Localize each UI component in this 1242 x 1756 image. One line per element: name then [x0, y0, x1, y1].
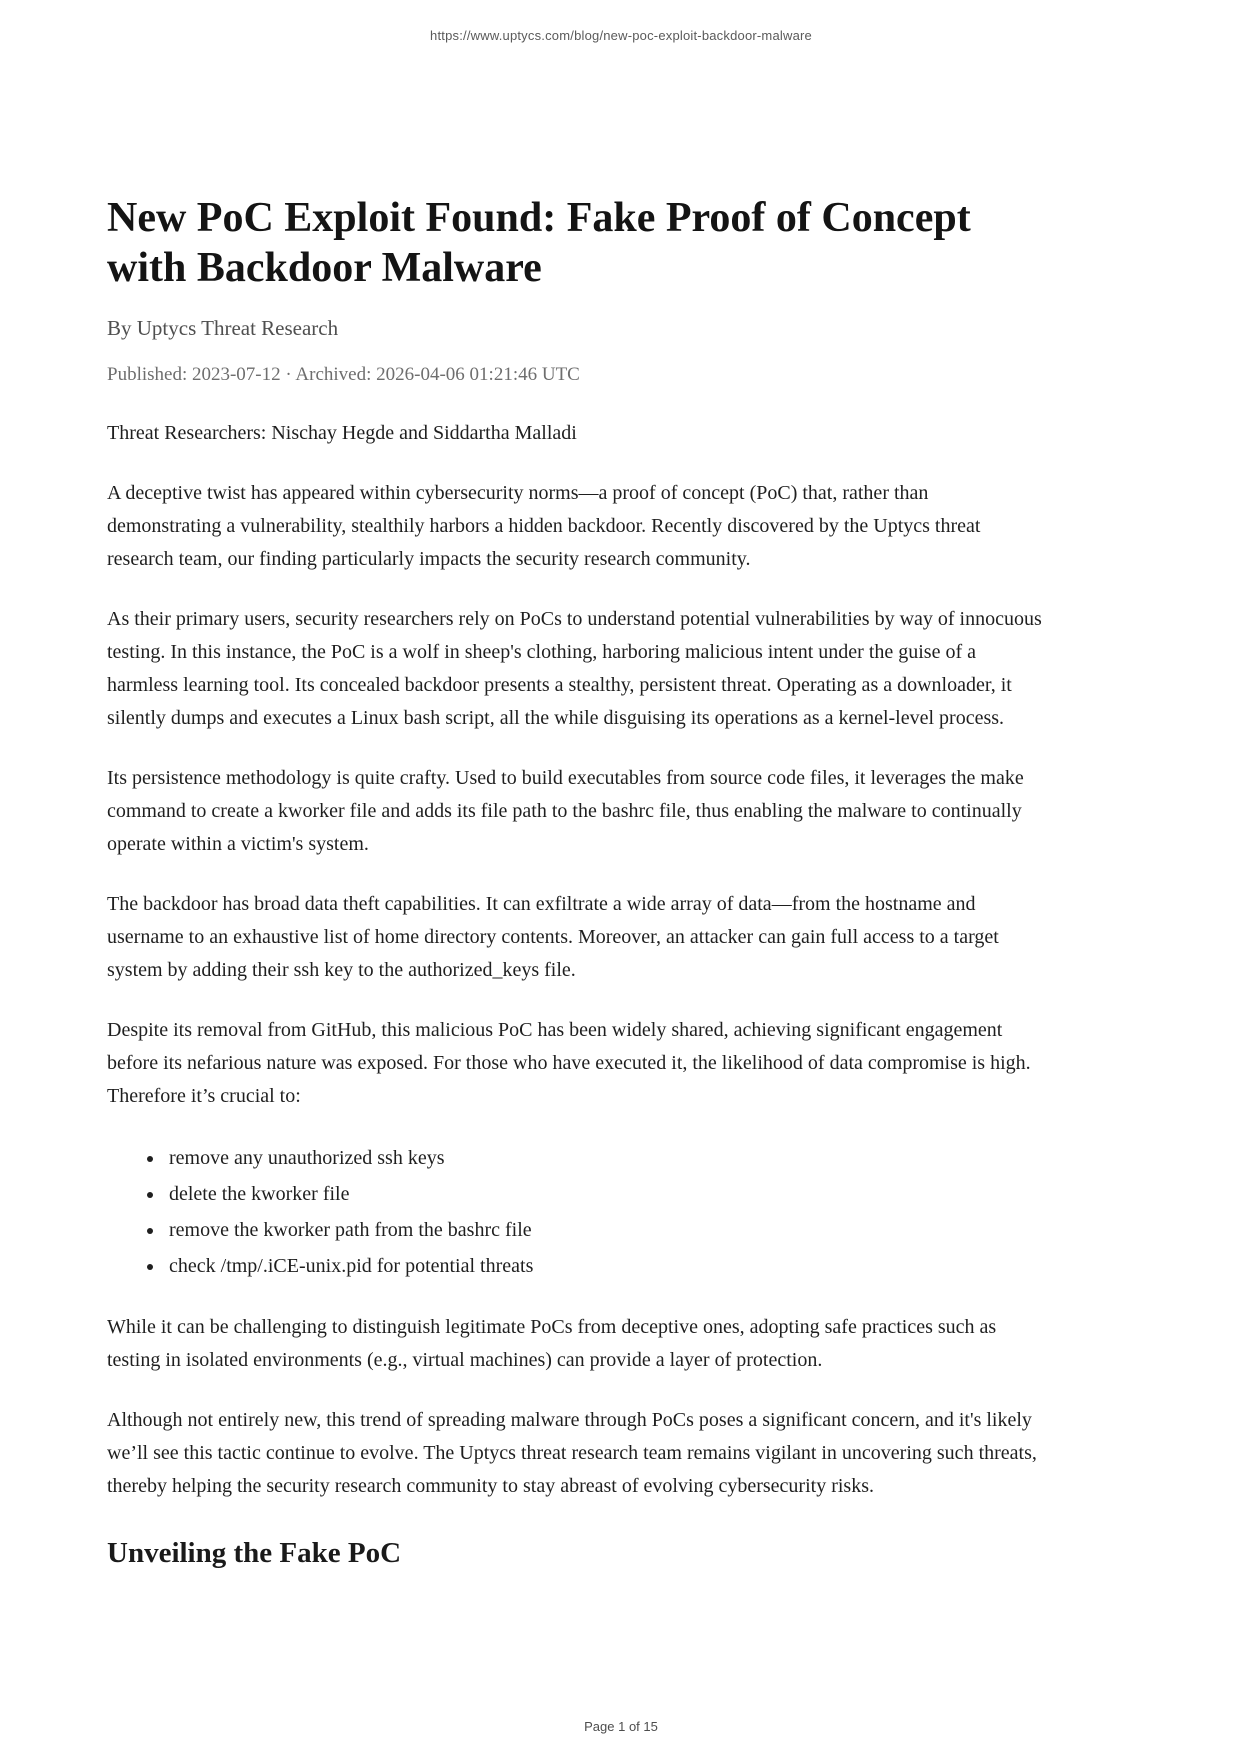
- paragraph-wolf-in-sheeps-clothing: As their primary users, security researchers rely on PoCs to understand potential vulnerabilities by way of innocuous testing. In this instance, the PoC is a wolf in sheep's clothing, harboring malicious intent under the guise of a harmless learning tool. Its concealed backdoor presents a stealthy, persistent threat. Operating as a downloader, it silently dumps and executes a Linux bash script, all the while disguising its operations as a kernel-level process.: [107, 608, 1042, 729]
- paragraph-intro: A deceptive twist has appeared within cybersecurity norms—a proof of concept (PoC) that, rather than demonstrating a vulnerability, stealthily harbors a hidden backdoor. Recently discovered by the Uptycs threat research team, our finding particularly impacts the security research community.: [107, 482, 981, 570]
- byline: By Uptycs Threat Research: [107, 316, 339, 340]
- paragraph-github-removal: Despite its removal from GitHub, this malicious PoC has been widely shared, achieving significant engagement before its nefarious nature was exposed. For those who have executed it, the likelihood of data compromise is high. Therefore it’s crucial to:: [107, 1019, 1031, 1107]
- article-title: New PoC Exploit Found: Fake Proof of Concept with Backdoor Malware: [107, 195, 971, 291]
- remediation-list: [107, 1140, 1047, 1284]
- list-item-ssh-keys: • remove any unauthorized ssh keys: [165, 1140, 1047, 1176]
- publish-archive-meta: Published: 2023-07-12 · Archived: 2026-04-06 01:21:46 UTC: [107, 364, 580, 385]
- article-body: [107, 0, 1047, 1571]
- list-item-tmp-pid: • check /tmp/.iCE-unix.pid for potential threats: [165, 1248, 1047, 1284]
- section-heading: Unveiling the Fake PoC: [107, 1537, 402, 1569]
- page-url: https://www.uptycs.com/blog/new-poc-exploit-backdoor-malware: [430, 28, 812, 43]
- paragraph-safe-practices: While it can be challenging to distinguish legitimate PoCs from deceptive ones, adopting safe practices such as testing in isolated environments (e.g., virtual machines) can provide a layer of protection.: [107, 1316, 997, 1371]
- list-item-bashrc-path: • remove the kworker path from the bashrc file: [165, 1212, 1047, 1248]
- paragraph-closing: Although not entirely new, this trend of spreading malware through PoCs poses a significant concern, and it's likely we’ll see this tactic continue to evolve. The Uptycs threat research team remains vigilant in uncovering such threats, thereby helping the security research community to stay abreast of evolving cybersecurity risks.: [107, 1409, 1037, 1497]
- paragraph-data-theft: The backdoor has broad data theft capabilities. It can exfiltrate a wide array of data—from the hostname and username to an exhaustive list of home directory contents. Moreover, an attacker can gain full access to a target system by adding their ssh key to the authorized_keys file.: [107, 893, 999, 981]
- page-number: Page 1 of 15: [584, 1719, 658, 1734]
- paragraph-persistence: Its persistence methodology is quite crafty. Used to build executables from source code files, it leverages the make command to create a kworker file and adds its file path to the bashrc file, thus enabling the malware to continually operate within a victim's system.: [107, 767, 1024, 855]
- list-item-kworker-file: • delete the kworker file: [165, 1176, 1047, 1212]
- researchers-line: Threat Researchers: Nischay Hegde and Siddartha Malladi: [107, 422, 577, 444]
